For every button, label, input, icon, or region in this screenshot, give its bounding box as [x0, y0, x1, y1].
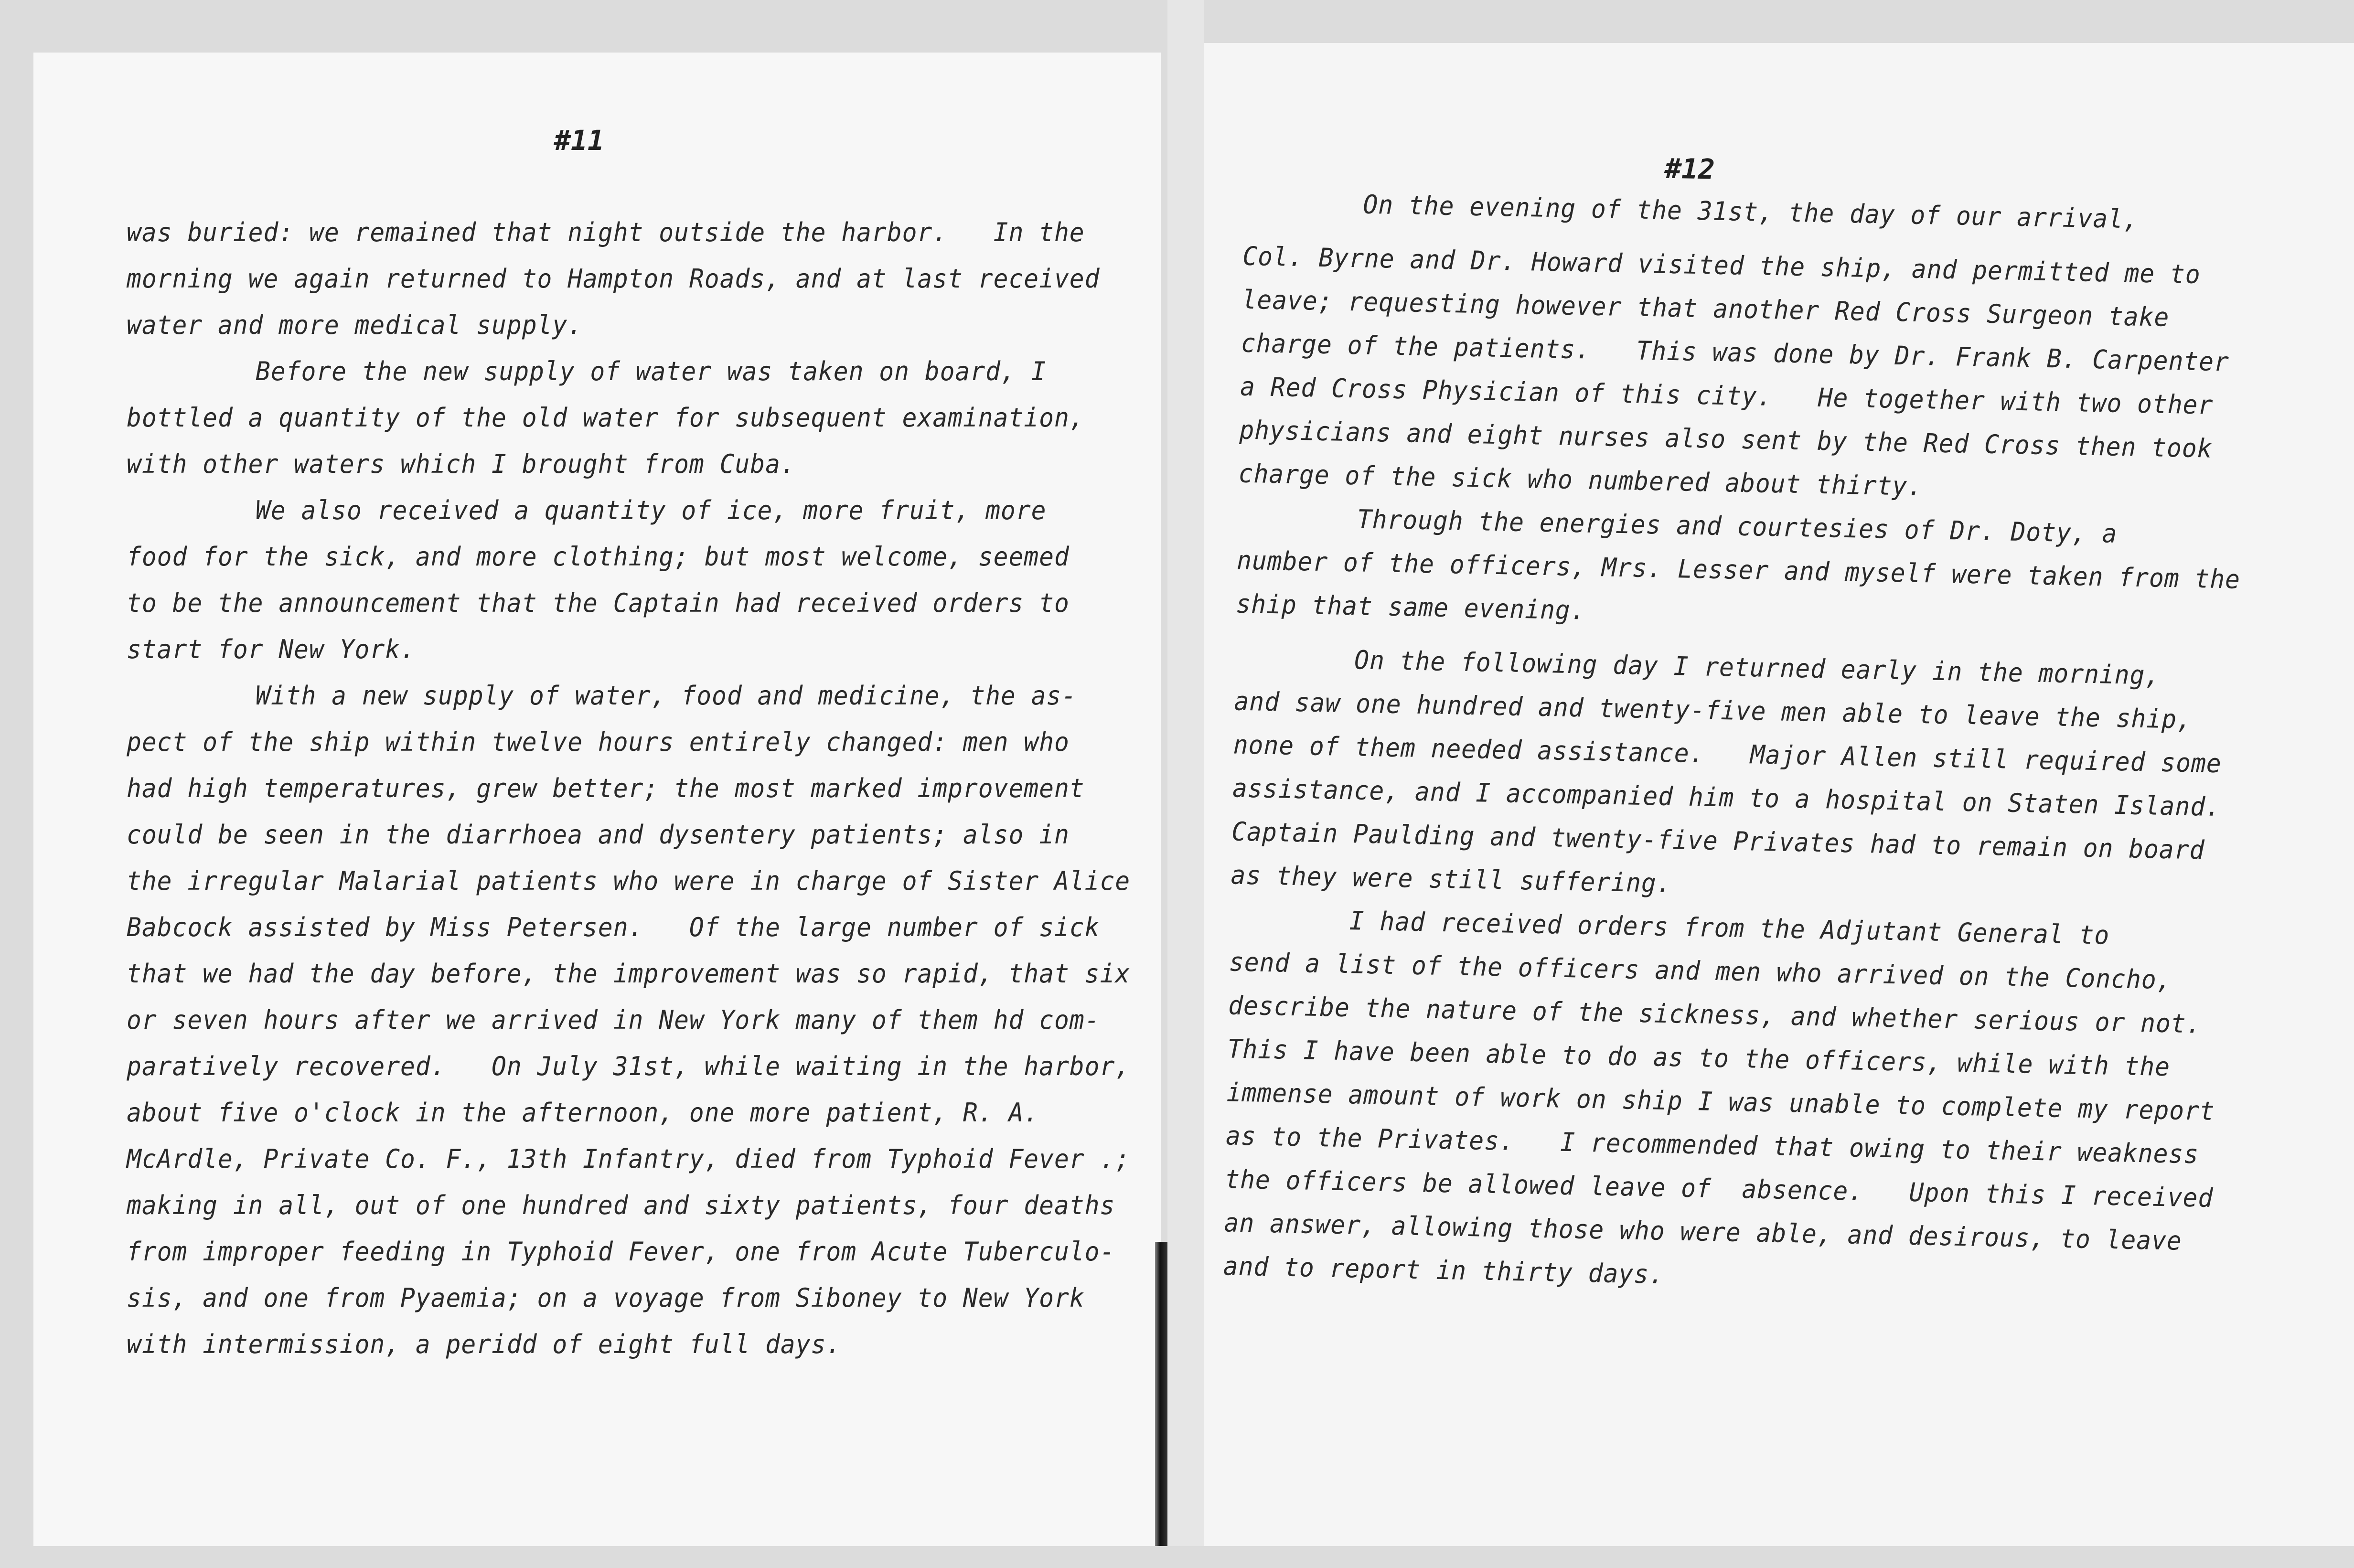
text-line: was buried: we remained that night outside the harbor. In the — [127, 217, 1085, 247]
text-line: making in all, out of one hundred and sixty patients, four deaths — [127, 1190, 1115, 1220]
text-line: describe the nature of the sickness, and whether serious or not. — [1228, 990, 2202, 1039]
text-line: Babcock assisted by Miss Petersen. Of the large number of sick — [127, 912, 1100, 942]
text-line: Captain Paulding and twenty-five Privates had to remain on board — [1231, 816, 2205, 865]
text-line: bottled a quantity of the old water for subsequent examination, — [127, 403, 1085, 433]
text-line: to be the announcement that the Captain had received orders to — [127, 588, 1070, 618]
text-line: paratively recovered. On July 31st, while waiting in the harbor, — [127, 1051, 1131, 1081]
text-line: morning we again returned to Hampton Roads, and at last received — [127, 264, 1100, 294]
text-line: pect of the ship within twelve hours entirely changed: men who — [127, 727, 1070, 757]
text-line: sis, and one from Pyaemia; on a voyage from Siboney to New York — [127, 1283, 1085, 1313]
text-line: from improper feeding in Typhoid Fever, one from Acute Tuberculo- — [127, 1237, 1115, 1267]
text-line: I had received orders from the Adjutant General to — [1349, 906, 2110, 950]
text-line: We also received a quantity of ice, more fruit, more — [256, 495, 1047, 525]
text-line: On the evening of the 31st, the day of our arrival, — [1362, 189, 2139, 235]
text-line: had high temperatures, grew better; the most marked improvement — [127, 773, 1085, 803]
text-line: physicians and eight nurses also sent by the Red Cross then took — [1239, 415, 2213, 464]
text-line: send a list of the officers and men who arrived on the Concho, — [1229, 947, 2172, 995]
text-line: the officers be allowed leave of absence. Upon this I received — [1224, 1164, 2214, 1214]
text-line: start for New York. — [127, 634, 416, 664]
text-line: This I have been able to do as to the officers, while with the — [1227, 1034, 2171, 1082]
text-line: or seven hours after we arrived in New York many of them hd com- — [127, 1005, 1100, 1035]
text-line: On the following day I returned early in the morning, — [1354, 645, 2161, 691]
text-line: could be seen in the diarrhoea and dysentery patients; also in — [127, 820, 1070, 850]
text-line: about five o'clock in the afternoon, one more patient, R. A. — [127, 1098, 1039, 1128]
text-line: leave; requesting however that another Red Cross Surgeon take — [1241, 284, 2170, 332]
text-line: with other waters which I brought from Cuba. — [127, 449, 796, 479]
right-page-text — [1175, 43, 2354, 1568]
text-line: a Red Cross Physician of this city. He together with two other — [1240, 371, 2214, 420]
text-line: that we had the day before, the improvement was so rapid, that six — [127, 959, 1131, 989]
page-number: #11 — [554, 124, 604, 157]
text-line: none of them needed assistance. Major Allen still required some — [1233, 729, 2222, 779]
right-page — [1204, 43, 2354, 1546]
text-line: and to report in thirty days. — [1223, 1251, 1665, 1290]
page-number: #12 — [1664, 152, 1715, 186]
text-line: water and more medical supply. — [127, 310, 583, 340]
text-line: the irregular Malarial patients who were in charge of Sister Alice — [127, 866, 1131, 896]
text-line: Through the energies and courtesies of Dr. Doty, a — [1357, 504, 2118, 549]
text-line: as they were still suffering. — [1230, 860, 1672, 899]
text-line: Col. Byrne and Dr. Howard visited the ship, and permitted me to — [1242, 241, 2201, 290]
text-line: assistance, and I accompanied him to a hospital on Staten Island. — [1232, 773, 2221, 822]
text-line: charge of the sick who numbered about thirty. — [1238, 458, 1923, 502]
text-line: charge of the patients. This was done by Dr. Frank B. Carpenter — [1241, 328, 2230, 377]
text-line: With a new supply of water, food and medicine, the as- — [256, 681, 1077, 711]
text-line: an answer, allowing those who were able, and desirous, to leave — [1223, 1207, 2183, 1256]
text-line: McArdle, Private Co. F., 13th Infantry, died from Typhoid Fever .; — [127, 1144, 1131, 1174]
text-line: ship that same evening. — [1235, 588, 1586, 626]
text-line: Before the new supply of water was taken on board, I — [256, 356, 1047, 386]
text-line: as to the Privates. I recommended that owing to their weakness — [1225, 1120, 2199, 1170]
text-line: immense amount of work on ship I was unable to complete my report — [1226, 1077, 2215, 1127]
text-line: number of the officers, Mrs. Lesser and myself were taken from the — [1236, 545, 2241, 595]
text-line: food for the sick, and more clothing; but most welcome, seemed — [127, 542, 1070, 572]
left-page — [33, 53, 1161, 1546]
binding-shadow — [1155, 1242, 1167, 1546]
text-line: with intermission, a peridd of eight full days. — [127, 1329, 842, 1359]
text-line: and saw one hundred and twenty-five men able to leave the ship, — [1233, 686, 2193, 735]
